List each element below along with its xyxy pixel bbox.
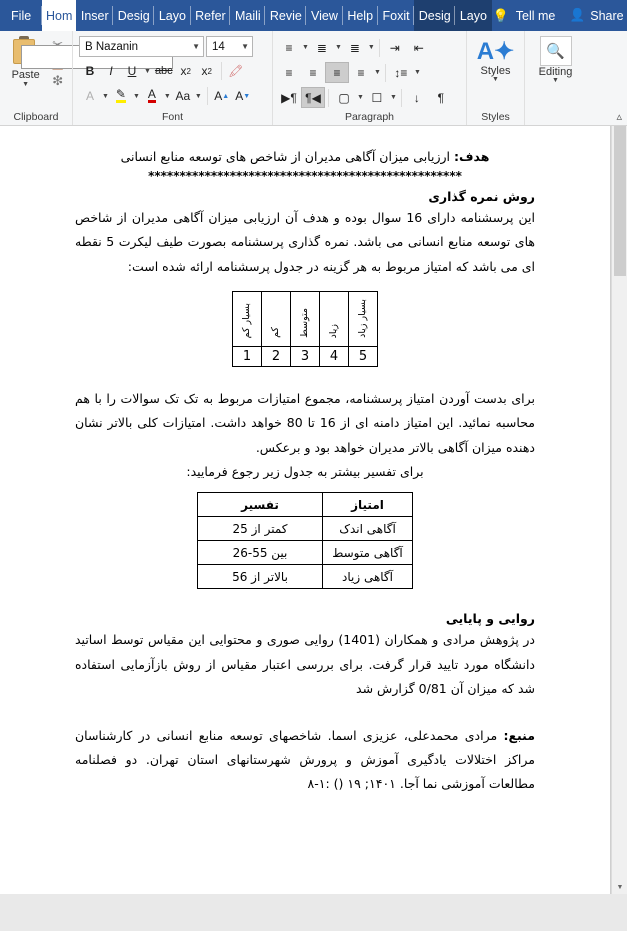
- line-spacing-icon[interactable]: ↕≡: [394, 65, 408, 80]
- highlight-color-button[interactable]: [111, 86, 131, 107]
- star-divider: **************************************************: [148, 168, 462, 183]
- font-size-value: 14: [212, 40, 225, 53]
- chevron-down-icon: ▼: [241, 42, 249, 51]
- tab-layout[interactable]: Layo: [154, 0, 190, 31]
- table-header-row: [198, 493, 413, 517]
- numbering-dropdown-icon[interactable]: ▼: [334, 44, 342, 51]
- tab-view[interactable]: View: [306, 0, 342, 31]
- font-size-combo[interactable]: [206, 36, 253, 57]
- borders-icon[interactable]: ☐: [371, 90, 383, 105]
- pilcrow-icon[interactable]: ¶: [437, 90, 445, 105]
- styles-button[interactable]: [471, 34, 521, 83]
- tab-references[interactable]: Refer: [191, 0, 231, 31]
- validity-heading: روایی و پایایی: [445, 611, 535, 627]
- scoring-paragraph: این پرسشنامه دارای 16 سوال بوده و هدف آن ارزیابی میزان آگاهی مدیران از شاخص های توسعه منابع انسانی می باشد. نمره گذاری پرسشنامه بصورت طیف لیکرت 5 نقطه ای می باشد که امتیاز مربوط به هر گزینه در جدول پرسشنامه ارائه شده است:: [75, 209, 535, 274]
- refer-line: برای تفسیر بیشتر به جدول زیر رجوع فرمایید:: [186, 464, 424, 479]
- shrink-font-button[interactable]: A ▼: [235, 89, 251, 103]
- strikethrough-button[interactable]: abc: [154, 65, 173, 77]
- line-spacing-dropdown-icon[interactable]: ▼: [413, 69, 421, 76]
- cell-interpretation: کمتر از 25: [198, 517, 323, 541]
- underline-dropdown-icon[interactable]: ▼: [144, 67, 151, 75]
- align-left-icon[interactable]: ≡: [285, 65, 293, 80]
- ribbon-tab-bar: [0, 0, 627, 31]
- interpretation-table-wrapper: [75, 492, 535, 589]
- bullets-dropdown-icon[interactable]: ▼: [302, 44, 309, 51]
- document-page[interactable]: [0, 126, 611, 894]
- font-color-dropdown-icon[interactable]: ▼: [163, 92, 171, 100]
- chevron-down-icon[interactable]: ▼: [492, 76, 499, 83]
- group-label-clipboard: Clipboard: [13, 110, 59, 123]
- tab-foxit[interactable]: Foxit: [378, 0, 414, 31]
- ltr-text-direction-icon[interactable]: ▶¶: [281, 90, 297, 105]
- font-name-value: B Nazanin: [85, 40, 139, 53]
- likert-value: 2: [262, 346, 291, 366]
- cell-interpretation: بالاتر از 56: [198, 565, 323, 589]
- sum-paragraph: برای بدست آوردن امتیاز پرسشنامه، مجموع امتیازات مربوط به تک تک سوالات را با هم محاسبه نمائید. این امتیاز دامنه ای از 16 تا 80 خواهد داشت. امتیازات کلی بالاتر نشان دهنده میزان آگاهی بالاتر مدیران خواهد بود و برعکس.: [75, 390, 535, 455]
- likert-value: 1: [233, 346, 262, 366]
- superscript-button[interactable]: x 2: [201, 64, 212, 78]
- sort-icon[interactable]: ↓: [413, 90, 420, 105]
- search-icon[interactable]: 🔍: [540, 36, 572, 66]
- tab-home[interactable]: Hom: [42, 0, 76, 31]
- tab-help[interactable]: Help: [343, 0, 378, 31]
- cell-score: آگاهی زیاد: [323, 565, 413, 589]
- likert-label: کم: [270, 327, 282, 338]
- styles-icon: A✦: [476, 38, 515, 65]
- paste-icon: [11, 36, 41, 68]
- goal-text: ارزیابی میزان آگاهی مدیران از شاخص های توسعه منابع انسانی: [120, 149, 454, 164]
- group-label-editing: [529, 108, 582, 125]
- likert-value: 3: [291, 346, 320, 366]
- share-label: Share: [590, 8, 624, 23]
- highlight-dropdown-icon[interactable]: ▼: [132, 92, 140, 100]
- share-button[interactable]: [558, 0, 627, 31]
- interpretation-table: [197, 492, 413, 589]
- table-row: [198, 565, 413, 589]
- column-header-score: امتیاز: [323, 493, 413, 517]
- paste-label: Paste: [11, 69, 40, 81]
- font-color-icon: A: [147, 87, 156, 101]
- likert-header-row: [233, 291, 378, 346]
- source-label: منبع:: [503, 727, 535, 743]
- lightbulb-icon: 💡: [492, 7, 509, 23]
- styles-button-label: Styles: [480, 65, 511, 77]
- likert-value: 4: [320, 346, 349, 366]
- tab-table-layout[interactable]: Layo: [455, 0, 491, 31]
- align-right-icon[interactable]: ≡: [325, 62, 349, 83]
- highlight-icon: ✎: [115, 87, 126, 101]
- increase-indent-icon[interactable]: ⇤: [413, 40, 424, 55]
- tell-me-label: Tell me: [515, 8, 556, 23]
- likert-header-cell: [262, 291, 291, 346]
- table-row: [198, 541, 413, 565]
- chevron-down-icon[interactable]: ▼: [552, 77, 559, 84]
- cell-score: آگاهی اندک: [323, 517, 413, 541]
- grow-font-button[interactable]: A ▲: [214, 89, 230, 103]
- likert-header-cell: [291, 291, 320, 346]
- shading-dropdown-icon[interactable]: ▼: [357, 94, 364, 101]
- multilevel-list-icon[interactable]: ≣: [349, 40, 360, 55]
- decrease-indent-icon[interactable]: ⇥: [389, 40, 400, 55]
- bullets-icon[interactable]: ≡: [285, 40, 293, 55]
- shading-icon[interactable]: ▢: [338, 90, 350, 105]
- chevron-down-icon: ▼: [192, 42, 200, 51]
- likert-table-wrapper: [75, 291, 535, 367]
- clear-formatting-icon[interactable]: 🖍: [228, 64, 244, 78]
- likert-label: بسیار زیاد: [357, 299, 369, 338]
- ribbon-group-styles: [466, 31, 524, 125]
- ribbon-group-clipboard: [0, 31, 72, 125]
- ribbon-group-editing: [524, 31, 586, 125]
- scrollbar-thumb[interactable]: [614, 126, 626, 276]
- group-label-paragraph: Paragraph: [344, 111, 395, 123]
- tab-design[interactable]: Desig: [113, 0, 154, 31]
- tell-me-box[interactable]: [492, 0, 559, 31]
- goal-label: هدف:: [453, 149, 490, 164]
- justify-icon[interactable]: ≡: [357, 65, 365, 80]
- likert-label: زیاد: [328, 323, 340, 338]
- tab-table-design[interactable]: Desig: [414, 0, 455, 31]
- borders-dropdown-icon[interactable]: ▼: [389, 94, 397, 101]
- subscript-button[interactable]: x 2: [180, 64, 191, 78]
- font-color-button[interactable]: [142, 86, 162, 107]
- rtl-text-direction-icon[interactable]: ¶◀: [301, 87, 325, 108]
- underline-button[interactable]: U: [127, 64, 137, 78]
- tab-mailings[interactable]: Maili: [230, 0, 265, 31]
- font-name-combo[interactable]: [79, 36, 204, 57]
- ribbon-group-paragraph: [272, 31, 466, 125]
- text-effects-dropdown-icon[interactable]: ▼: [102, 92, 109, 100]
- source-line: [75, 724, 535, 797]
- italic-button[interactable]: I: [109, 64, 113, 78]
- group-label-styles: Styles: [481, 110, 510, 123]
- chevron-down-icon[interactable]: ▼: [22, 81, 30, 88]
- validity-paragraph: در پژوهش مرادی و همکاران (1401) روایی صوری و محتوایی این مقیاس توسط اساتید دانشگاه مورد تایید قرار گرفت. برای بررسی اعتبار مقیاس از روش بازآزمایی استفاده شد که میزان آن 0/81 گزارش شد: [75, 632, 535, 697]
- group-label-font: Font: [161, 110, 183, 123]
- likert-table: [232, 291, 378, 367]
- editing-button-label: Editing: [538, 66, 573, 78]
- ribbon-group-font: [72, 31, 272, 125]
- likert-header-cell: [233, 291, 262, 346]
- change-case-button[interactable]: Aa: [175, 89, 191, 103]
- numbering-icon[interactable]: ≣: [316, 40, 327, 55]
- bold-button[interactable]: B: [85, 64, 95, 78]
- likert-label: متوسط: [299, 308, 311, 338]
- likert-value-row: [233, 346, 378, 366]
- paste-button[interactable]: [4, 34, 47, 88]
- tab-insert[interactable]: Inser: [76, 0, 113, 31]
- tab-review[interactable]: Revie: [265, 0, 306, 31]
- likert-label: بسیار کم: [241, 302, 253, 338]
- multilevel-dropdown-icon[interactable]: ▼: [367, 44, 375, 51]
- text-effects-button[interactable]: A: [85, 89, 94, 103]
- align-center-icon[interactable]: ≡: [309, 65, 317, 80]
- cell-interpretation: بین 55-26: [198, 541, 323, 565]
- scoring-heading: روش نمره گذاری: [428, 188, 535, 204]
- source-text: مرادی محمدعلی، عزیزی اسما. شاخصهای توسعه منابع انسانی در کارشناسان مراکز اختلالات یادگیری آموزش و پرورش شهرستانهای استان تهران. دو فصلنامه مطالعات آموزشی نما آجا. ۱۴۰۱; ۱۹ () :۱-۸: [75, 727, 535, 792]
- justify-dropdown-icon[interactable]: ▼: [374, 69, 381, 76]
- goal-line: [75, 148, 535, 167]
- vertical-scrollbar[interactable]: [611, 126, 627, 894]
- column-header-interpretation: تفسیر: [198, 493, 323, 517]
- person-add-icon: 👤: [569, 8, 586, 22]
- likert-header-cell: [320, 291, 349, 346]
- format-painter-icon[interactable]: ❇: [52, 73, 64, 88]
- scroll-down-icon[interactable]: ▼: [616, 883, 624, 891]
- tab-file[interactable]: File: [0, 0, 42, 31]
- cell-score: آگاهی متوسط: [323, 541, 413, 565]
- collapse-ribbon-icon[interactable]: ▵: [616, 111, 622, 123]
- document-area: [0, 126, 627, 931]
- table-row: [198, 517, 413, 541]
- change-case-dropdown-icon[interactable]: ▼: [194, 92, 202, 100]
- ribbon-body: [0, 31, 627, 126]
- likert-value: 5: [349, 346, 378, 366]
- likert-header-cell: [349, 291, 378, 346]
